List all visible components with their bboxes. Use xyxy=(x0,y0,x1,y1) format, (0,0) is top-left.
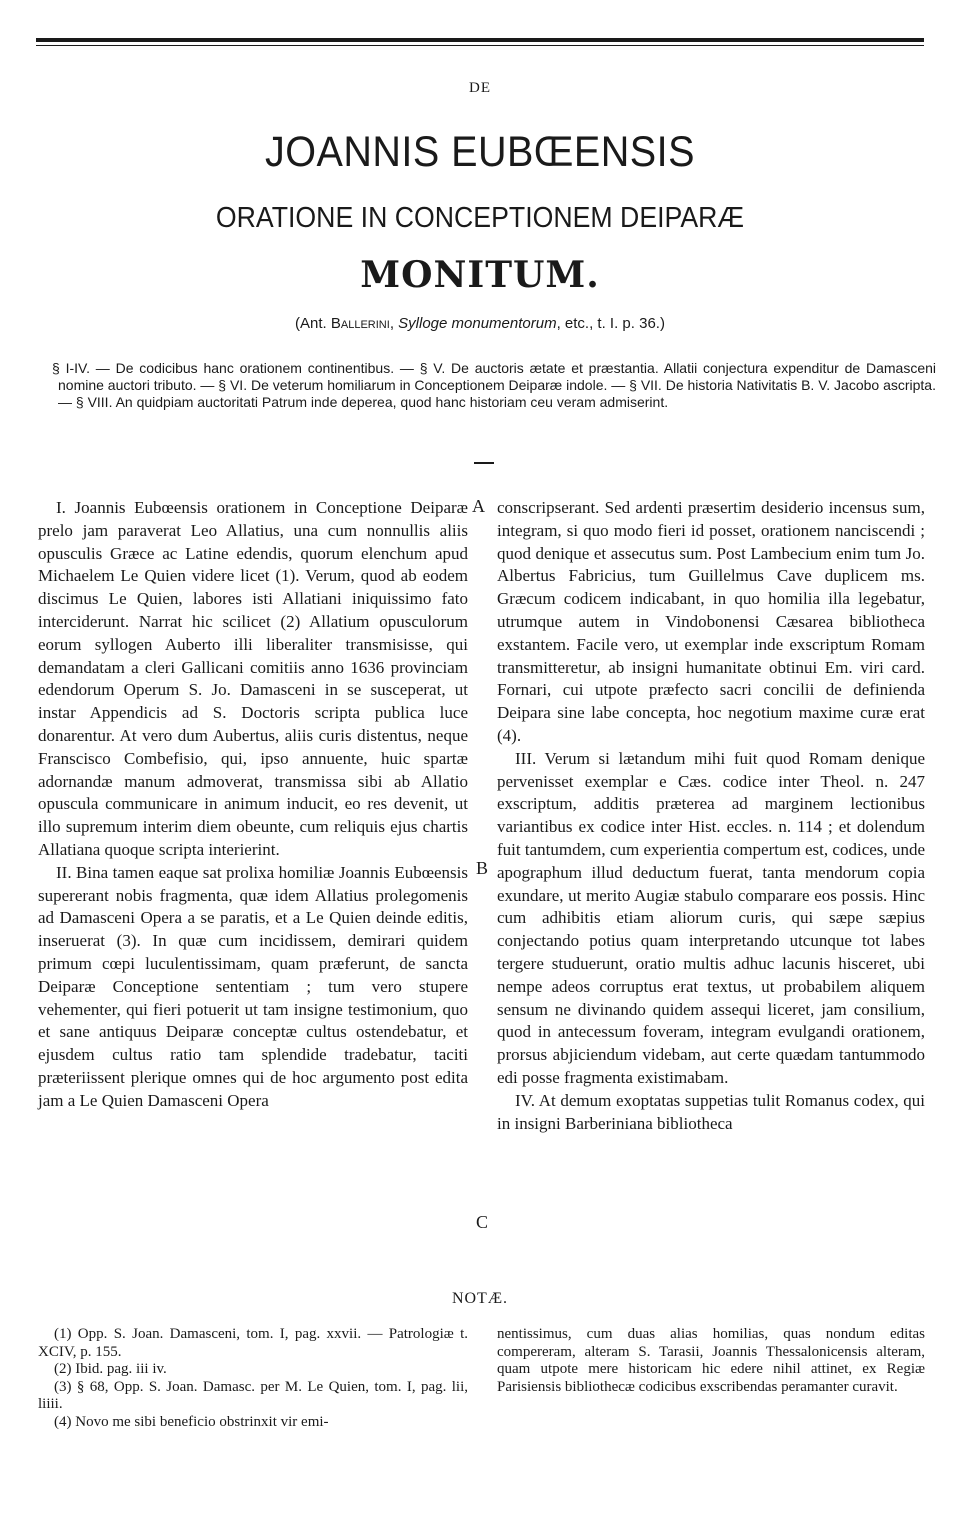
note-2: (2) Ibid. pag. iii iv. xyxy=(54,1361,167,1378)
notes-right-column xyxy=(497,1326,925,1396)
top-rule-thick xyxy=(36,38,924,42)
notes-heading: NOTÆ. xyxy=(451,1290,509,1307)
source-work: Sylloge monumentorum xyxy=(398,315,557,332)
source-mid: , xyxy=(389,315,399,332)
source-author: Ballerini xyxy=(330,315,390,332)
source-pre: (Ant. xyxy=(295,315,331,332)
margin-marker-b: B xyxy=(476,858,489,878)
page-title: JOANNIS EUBŒENSIS xyxy=(265,128,695,176)
notes-left-column xyxy=(38,1326,468,1432)
paragraph-1: I. Joannis Eubœensis orationem in Conceptione Deiparæ prelo jam paraverat Leo Allatius, una cum nonnullis aliis opusculis Græce ac Latine edendis, quorum elenchum apud Michaelem Le Quien videre licet (1). Verum, quod ab eodem discimus Le Quien, labores isti Allatiani iniquissimo fato interciderunt. Narrat hic scilicet (2) Allatium opusculorum eorum syllogen Auberto illi liberaliter transmisisse, qui demandatam a cleri Gallicani comitiis anno 1636 provinciam edendorum Operum S. Jo. Damasceni in se susceperat, ut instar Appendicis ad S. Doctoris scripta publica luce donarentur. At vero dum Aubertus, aliis curis distentus, neque Franscisco Combefisio, qui, ipso annuente, huic spartæ adornandæ manum admoverat, transmissa sibi ab Allatio opuscula communicare in animum inducit, eo res devenit, ut illo supremum interim diem obeunte, cum reliquis ejus chartis Allatiana quoque scripta interierint. xyxy=(38,498,468,859)
note-1: (1) Opp. S. Joan. Damasceni, tom. I, pag. xxvii. — Patrologiæ t. XCIV, p. 155. xyxy=(38,1326,468,1360)
page-subtitle: ORATIONE IN CONCEPTIONEM DEIPARÆ xyxy=(215,202,745,234)
pre-title: DE xyxy=(469,80,491,96)
separator-dash xyxy=(474,462,494,464)
section-heading: MONITUM. xyxy=(360,254,600,296)
margin-marker-c: C xyxy=(476,1212,489,1232)
paragraph-3: III. Verum si lætandum mihi fuit quod Romam denique pervenisset exemplar e Cæs. codice inter Theol. n. 247 exscriptum, additis præterea ad marginem lectionibus variantibus ex codice inter Hist. eccles. n. 114 ; et dolendum fuit tantumdem, cum experientia compertum est, codices, unde apographum illud deductum fuerat, tanta mendorum copia exundare, ut merito Augiæ stabulo comparare eos possis. Hinc cum adhibitis etiam aliorum curis, qui sæpe sæpius conjectando potius quam interpretando utcunque tot labes tergere studuerunt, oratio multis adhuc lacunis hisceret, ubi nempe adeos corruptus erat textus, ut probabilem aliquem sensum ne divinando quidem assequi liceret, jam consilium, quod in antecessum foveram, integram evulgandi orationem, prorsus abjiciendum videbam, aut certe quædam tantummodo edi posse fragmenta existimabam. xyxy=(497,748,925,1087)
note-4: (4) Novo me sibi beneficio obstrinxit vir emi- xyxy=(54,1413,329,1430)
note-4-continued: nentissimus, cum duas alias homilias, quas nondum editas compereram, alteram S. Tarasii, Joannis Thessalonicensis alteram, quam utpote mere historicam hic edere nihil attinet, ex Regiæ Parisiensis bibliothecæ codicibus exscribendas peramanter curavit. xyxy=(497,1326,925,1395)
paragraph-2: II. Bina tamen eaque sat prolixa homiliæ Joannis Eubœensis supererant nobis fragmenta, quæ idem Allatius prolegomenis ad Damasceni Opera a se paratis, et a Le Quien deinde editis, inseruerat (3). In quæ cum incidissem, demirari quidem primum cœpi luculentissimam, quam præferunt, de sancta Deiparæ Conceptione sententiam ; tum vero stupere vehementer, qui fieri potuerit ut tam insigne testimonium, quo et sane antiquus Deiparæ conceptæ cultus ostendebatur, et ejusdem cultus ratio tam splendide tradebatur, taciti præteriissent plerique omnes qui de hoc argumento post edita jam a Le Quien Damasceni Opera xyxy=(38,862,468,1110)
note-3: (3) § 68, Opp. S. Joan. Damasc. per M. Le Quien, tom. I, pag. lii, liiii. xyxy=(38,1378,468,1413)
source-citation xyxy=(0,315,960,332)
summary-paragraph: § I-IV. — De codicibus hanc orationem continentibus. — § V. De auctoris ætate et præstantia. Allatii conjectura expenditur de Damasceni nomine auctori tributo. — § VI. De veterum homiliarum in Conceptionem Deiparæ indole. — § VII. De historia Nativitatis B. V. Jacobo ascripta. — § VIII. An quidpiam auctoritati Patrum inde deperea, quod hanc historiam ceu veram admiserint. xyxy=(52,360,936,410)
paragraph-4: IV. At demum exoptatas suppetias tulit Romanus codex, qui in insigni Barberiniana bibliotheca xyxy=(497,1090,925,1133)
source-post: , etc., t. I. p. 36.) xyxy=(556,315,665,332)
margin-marker-a: A xyxy=(472,496,485,516)
right-column xyxy=(497,497,925,1135)
left-column xyxy=(38,497,468,1113)
paragraph-1-continued: conscripserant. Sed ardenti præsertim desiderio incensus sum, integram, si quo modo fieri id posset, orationem nanciscendi ; quod denique et assecutus sum. Post Lambecium enim tum Jo. Albertus Fabricius, tum Guillelmus Cave duplicem ms. Græcum codicem indicabant, in quo homilia illa legebatur, utrumque autem in Vindobonensi Cæsarea bibliotheca exstantem. Facile vero, ut exemplar inde exscriptum Romam transmitteretur, ab insigni humanitate obtinui Em. viri card. Fornari, cui utpote præfecto sacri concilii de definienda Deipara sine labe concepta, hoc negotium maxime curæ erat (4). xyxy=(497,498,925,745)
top-rule-thin xyxy=(36,45,924,46)
